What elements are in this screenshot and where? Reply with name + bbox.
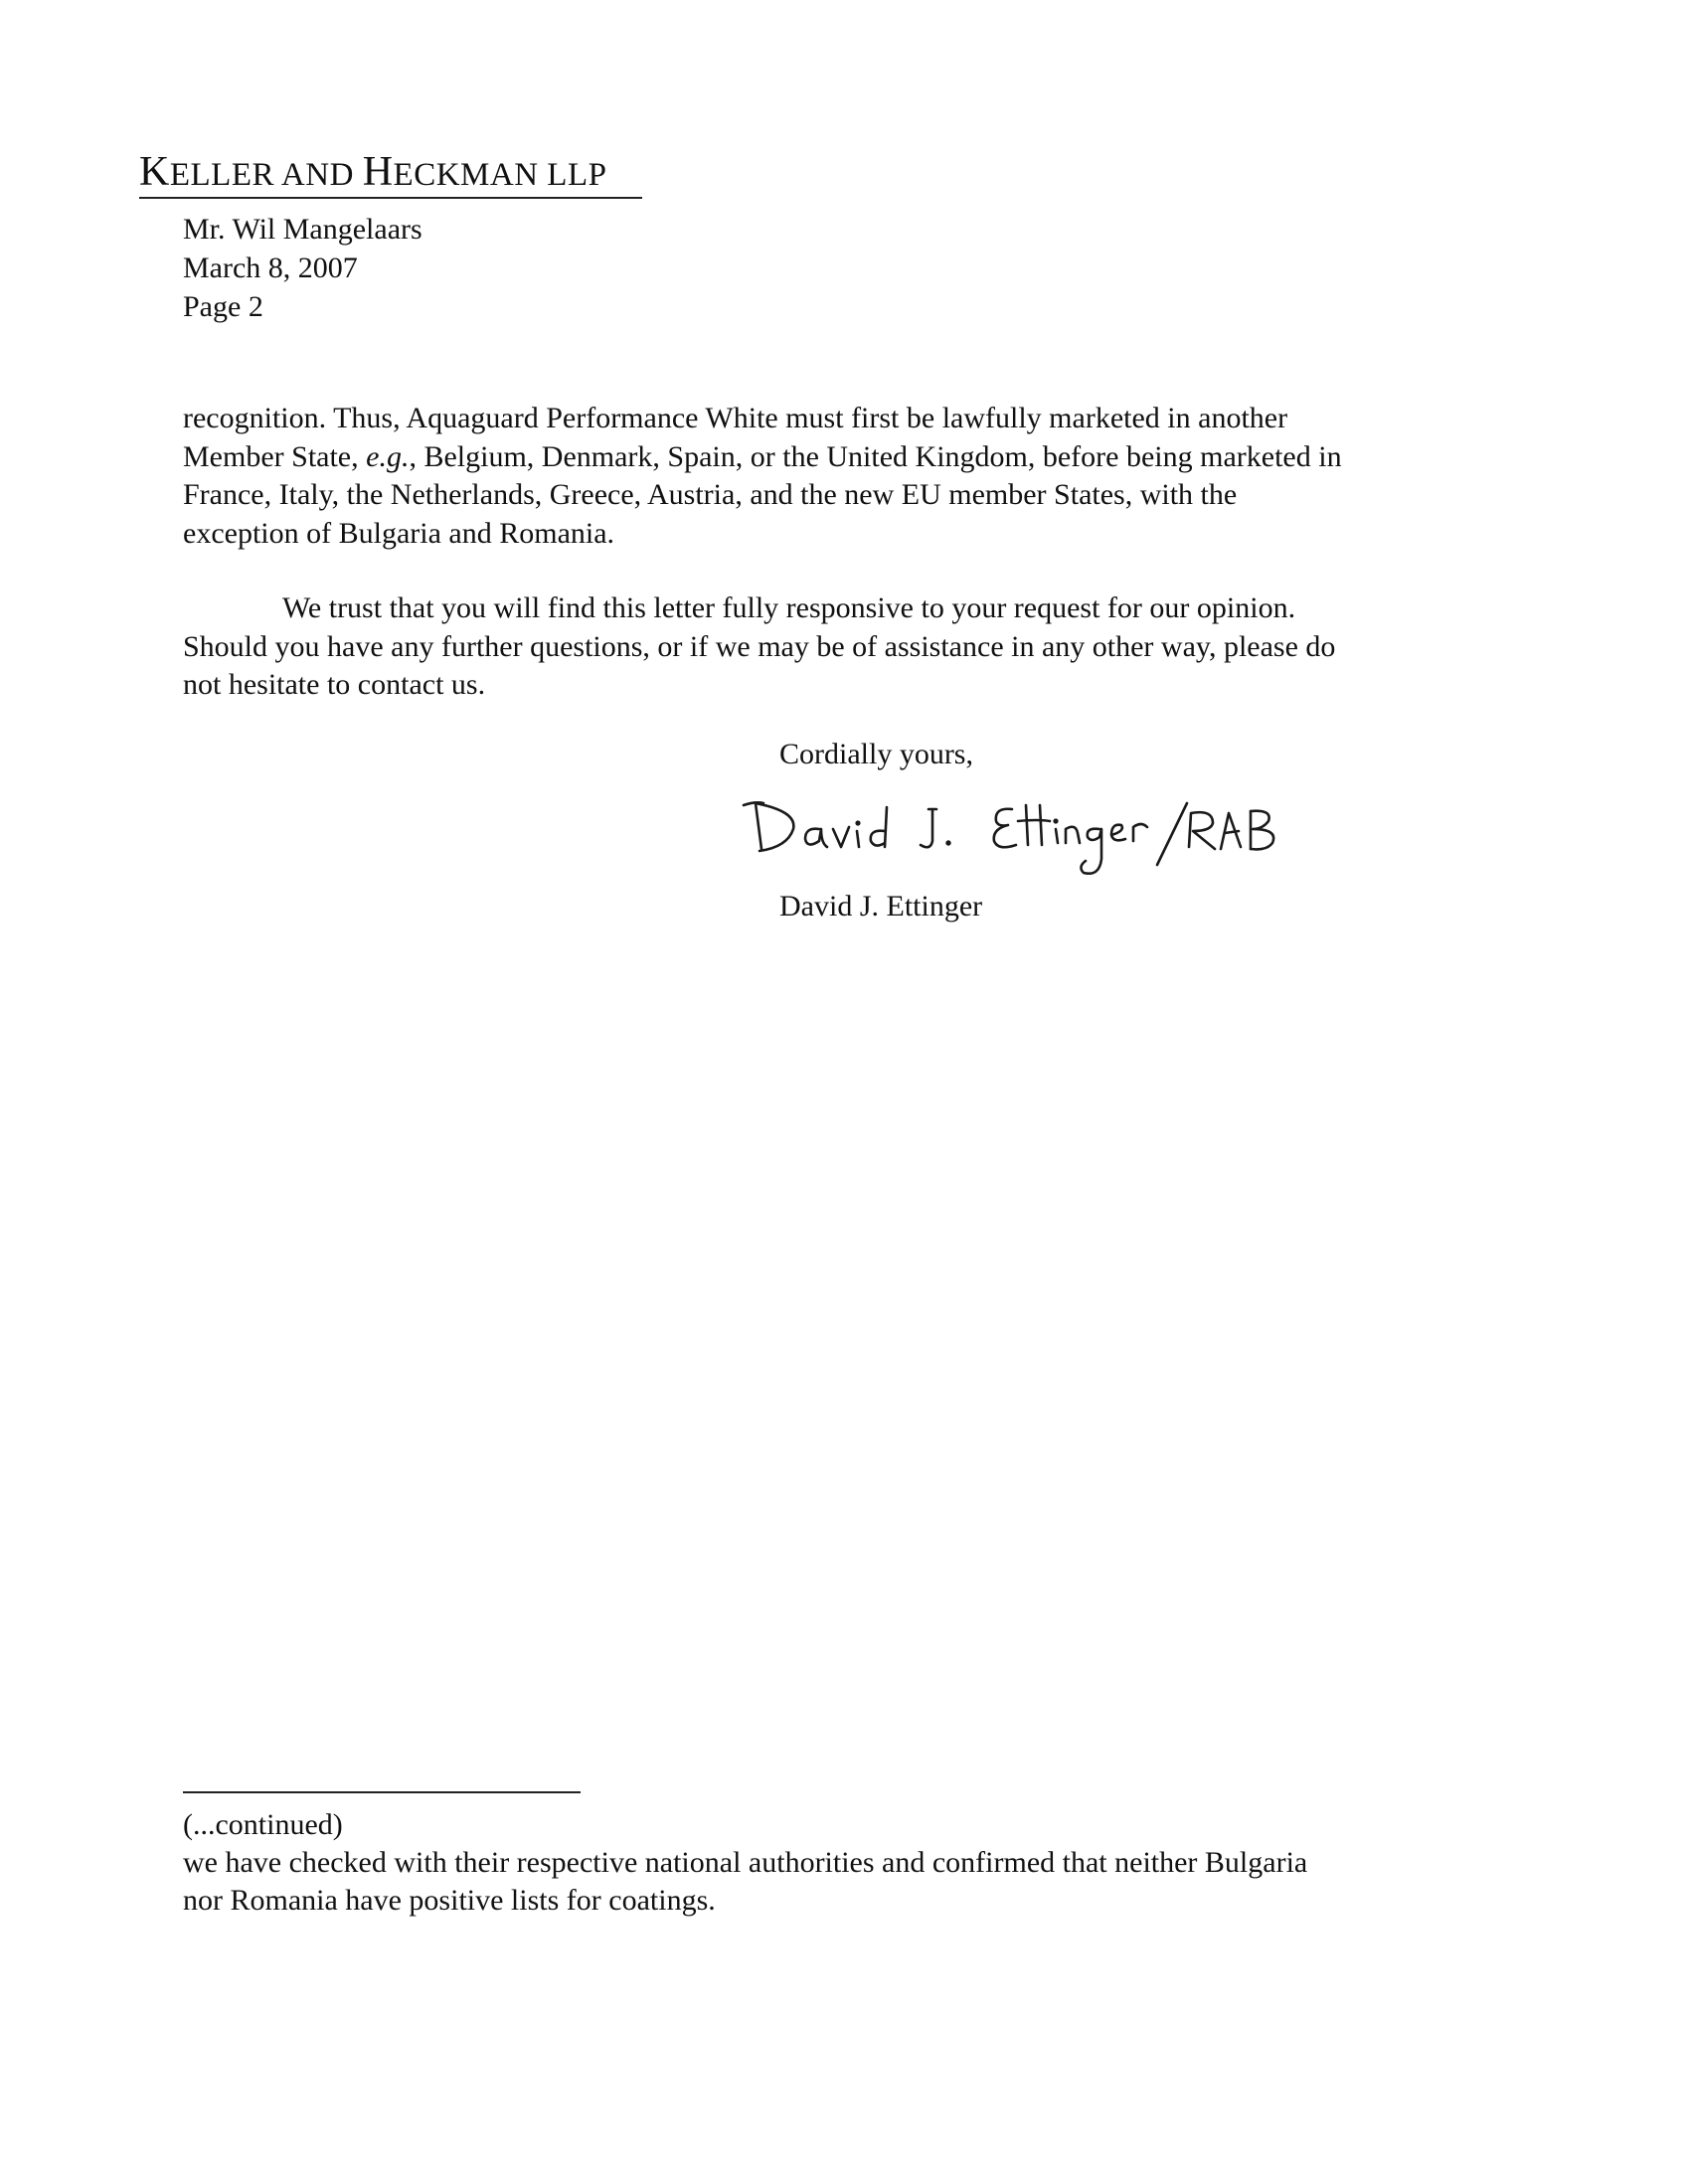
line-2-italic: e.g. [366,439,410,473]
letterhead-and: AND [274,157,363,193]
paragraph-1-line-3: France, Italy, the Netherlands, Greece, Austria, and the new EU member States, with the [183,478,1238,511]
footnote-continued: (...continued) [183,1808,343,1841]
footnote-separator [183,1791,581,1793]
paragraph-1 [183,400,1505,553]
closing-salutation: Cordially yours, [779,738,973,770]
letterhead-eckman: ECKMAN [393,157,539,193]
recipient-block [183,210,422,326]
letterhead-initial-h: H [362,149,394,195]
paragraph-1-line-2 [183,438,1505,477]
handwritten-signature [736,785,1332,885]
paragraph-2-line-2: Should you have any further questions, or if we may be of assistance in any other way, please do [183,629,1336,663]
paragraph-1-line-1: recognition. Thus, Aquaguard Performance White must first be lawfully marketed in another [183,402,1288,434]
line-2-prefix: Member State, [183,439,367,473]
line-2-suffix: , Belgium, Denmark, Spain, or the United Kingdom, before being marketed in [409,439,1342,473]
paragraph-2-line-1: We trust that you will find this letter fully responsive to your request for our opinion. [282,591,1296,624]
letterhead [139,149,642,199]
footnote [183,1806,1307,1920]
footnote-line-2: nor Romania have positive lists for coatings. [183,1884,716,1917]
letterhead-eller: ELLER [169,157,274,193]
paragraph-2 [183,589,1505,705]
recipient-name: Mr. Wil Mangelaars [183,213,422,246]
letterhead-initial-k: K [139,149,170,195]
paragraph-1-line-4: exception of Bulgaria and Romania. [183,516,615,550]
paragraph-2-line-3: not hesitate to contact us. [183,668,486,701]
page-number: Page 2 [183,290,263,323]
signer-name: David J. Ettinger [779,890,983,923]
letter-date: March 8, 2007 [183,252,358,284]
footnote-line-1: we have checked with their respective national authorities and confirmed that neither Bulgaria [183,1846,1308,1879]
letterhead-llp: LLP [538,157,607,193]
